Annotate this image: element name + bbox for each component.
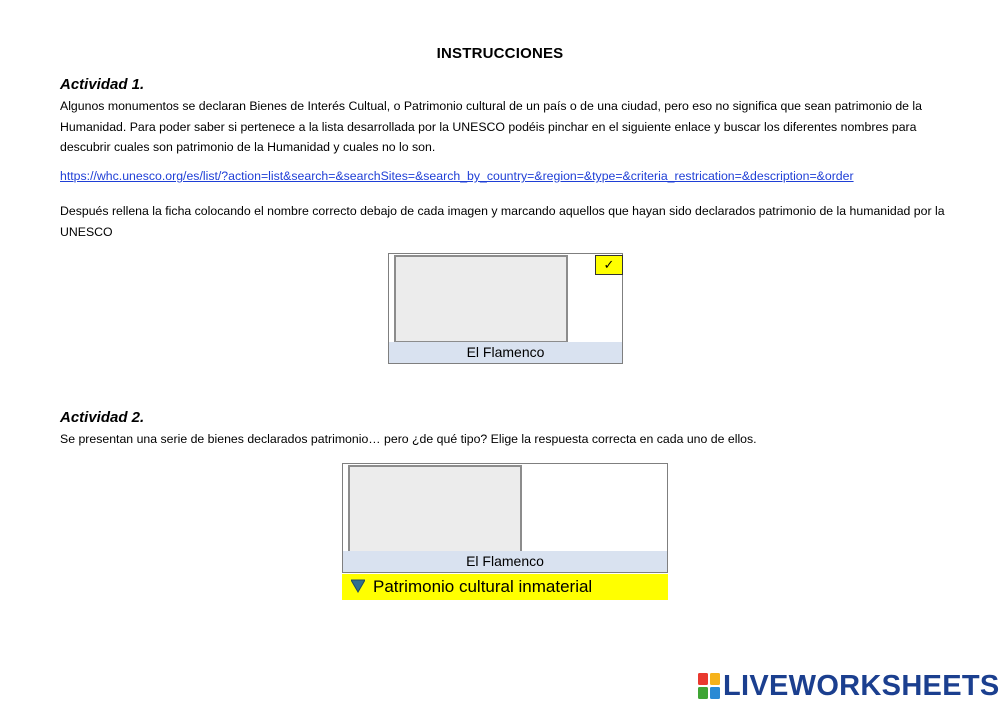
- card-label: El Flamenco: [343, 551, 667, 572]
- card-label: El Flamenco: [389, 342, 622, 363]
- image-placeholder: [394, 255, 568, 343]
- heritage-type-dropdown[interactable]: [342, 574, 668, 600]
- liveworksheets-wordmark: LIVEWORKSHEETS: [723, 670, 1000, 702]
- dropdown-arrow-icon: [351, 579, 365, 593]
- activity-2-card: [342, 463, 668, 573]
- image-placeholder: [348, 465, 522, 553]
- unesco-list-link[interactable]: https://whc.unesco.org/es/list/?action=list&search=&searchSites=&search_by_country=&region=&type=&criteria_restrication=&description=&order: [60, 169, 854, 183]
- heritage-checkbox[interactable]: ✓: [595, 255, 623, 275]
- activity-2-heading: Actividad 2.: [60, 409, 145, 426]
- page-title: INSTRUCCIONES: [436, 45, 564, 62]
- activity-1-card: [388, 253, 623, 364]
- liveworksheets-brand: [697, 671, 1000, 701]
- activity-1-paragraph: Algunos monumentos se declaran Bienes de Interés Cultual, o Patrimonio cultural de un país o de una ciudad, pero eso no significa que sean patrimonio de la Humanidad. Para poder saber si pertenece a la lista desarrollada por la UNESCO podéis pinchar en el siguiente enlace y buscar los diferentes nombres para descubrir cuales son patrimonio de la Humanidad y cuales no lo son.: [60, 99, 923, 154]
- activity-2-paragraph: Se presentan una serie de bienes declarados patrimonio… pero ¿de qué tipo? Elige la respuesta correcta en cada uno de ellos.: [60, 432, 757, 446]
- liveworksheets-logo-icon: [697, 672, 721, 700]
- activity-1-instructions: Después rellena la ficha colocando el nombre correcto debajo de cada imagen y marcando aquellos que hayan sido declarados patrimonio de la humanidad por la UNESCO: [60, 204, 945, 239]
- dropdown-selected-value: Patrimonio cultural inmaterial: [373, 577, 593, 596]
- activity-1-heading: Actividad 1.: [60, 76, 145, 93]
